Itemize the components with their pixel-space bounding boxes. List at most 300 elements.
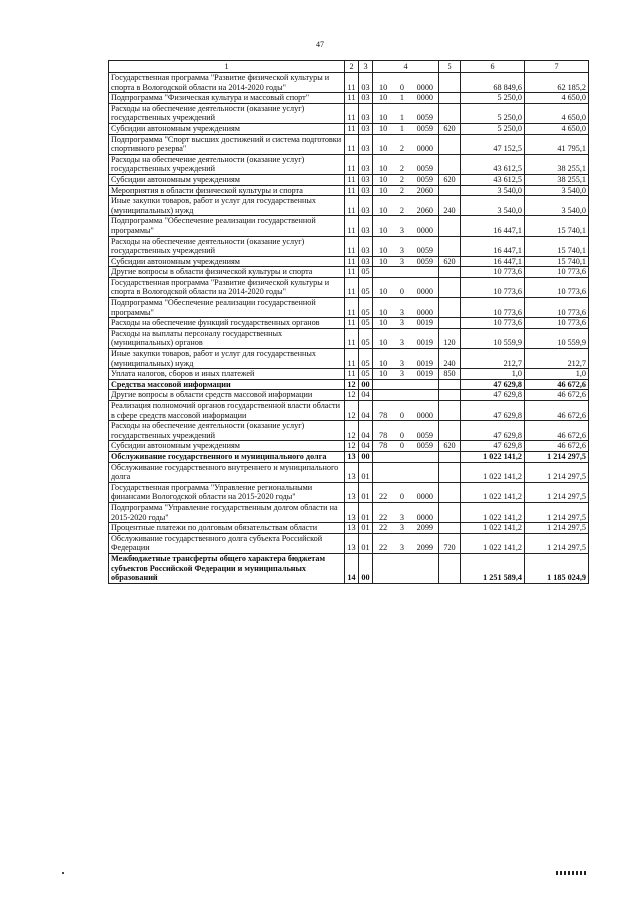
table-row (109, 349, 589, 369)
target-code-direction: 0000 (416, 93, 433, 103)
row-expense-type-cell (439, 298, 461, 318)
target-code-program: 78 (379, 410, 388, 420)
row-expense-type-cell: 240 (439, 196, 461, 216)
row-amount-2016-cell: 10 773,6 (461, 318, 525, 329)
table-row (109, 216, 589, 236)
target-code-subprogram: 3 (399, 543, 404, 553)
target-code (375, 246, 436, 256)
row-amount-2017-cell: 46 672,6 (525, 390, 589, 401)
table-row (109, 462, 589, 482)
target-code-program: 10 (379, 338, 388, 348)
row-subsection-cell: 01 (359, 502, 373, 522)
target-code-direction: 0019 (416, 338, 433, 348)
target-code (375, 441, 436, 451)
row-name-cell: Обслуживание государственного и муниципального долга (109, 451, 345, 462)
row-section-cell: 11 (345, 369, 359, 380)
row-section-cell: 11 (345, 93, 359, 104)
row-amount-2017-cell: 10 773,6 (525, 318, 589, 329)
row-expense-type-cell (439, 103, 461, 123)
table-row (109, 154, 589, 174)
row-expense-type-cell: 720 (439, 533, 461, 553)
row-target-code-cell (373, 553, 439, 583)
row-target-code-cell (373, 533, 439, 553)
row-amount-2017-cell: 1 214 297,5 (525, 533, 589, 553)
target-code (375, 175, 436, 185)
row-expense-type-cell: 240 (439, 349, 461, 369)
table-row (109, 134, 589, 154)
target-code (375, 308, 436, 318)
row-amount-2016-cell: 16 447,1 (461, 216, 525, 236)
target-code-subprogram: 1 (399, 113, 404, 123)
target-code-subprogram: 3 (399, 523, 404, 533)
target-code (375, 124, 436, 134)
row-amount-2017-cell: 46 672,6 (525, 421, 589, 441)
row-name-cell: Государственная программа "Развитие физической культуры и спорта в Вологодской области на 2014-2020 годы" (109, 277, 345, 297)
row-amount-2016-cell: 47 629,8 (461, 441, 525, 452)
row-target-code-cell (373, 369, 439, 380)
table-row (109, 451, 589, 462)
row-name-cell: Расходы на обеспечение деятельности (оказание услуг) государственных учреждений (109, 421, 345, 441)
target-code-program: 10 (379, 358, 388, 368)
target-code-program: 22 (379, 543, 388, 553)
row-amount-2016-cell: 1,0 (461, 369, 525, 380)
row-amount-2017-cell: 4 650,0 (525, 123, 589, 134)
target-code (375, 492, 436, 502)
row-amount-2017-cell: 3 540,0 (525, 196, 589, 216)
row-expense-type-cell (439, 523, 461, 534)
row-subsection-cell: 05 (359, 267, 373, 278)
row-amount-2017-cell: 1,0 (525, 369, 589, 380)
target-code-subprogram: 1 (399, 123, 404, 133)
row-amount-2017-cell: 41 795,1 (525, 134, 589, 154)
row-target-code-cell (373, 277, 439, 297)
row-subsection-cell: 05 (359, 298, 373, 318)
table-row (109, 318, 589, 329)
row-name-cell: Субсидии автономным учреждениям (109, 123, 345, 134)
target-code-subprogram: 3 (399, 369, 404, 379)
row-expense-type-cell (439, 185, 461, 196)
row-section-cell: 13 (345, 482, 359, 502)
target-code-program: 10 (379, 256, 388, 266)
row-amount-2016-cell: 47 629,8 (461, 401, 525, 421)
row-amount-2016-cell: 43 612,5 (461, 174, 525, 185)
row-expense-type-cell (439, 73, 461, 93)
row-amount-2016-cell: 47 629,8 (461, 390, 525, 401)
target-code (375, 287, 436, 297)
row-subsection-cell: 00 (359, 379, 373, 390)
row-expense-type-cell (439, 390, 461, 401)
target-code-direction: 0000 (416, 410, 433, 420)
target-code-direction: 0000 (416, 307, 433, 317)
target-code (375, 338, 436, 348)
row-section-cell: 11 (345, 298, 359, 318)
row-subsection-cell: 01 (359, 482, 373, 502)
budget-table (108, 60, 589, 584)
row-subsection-cell: 03 (359, 185, 373, 196)
row-subsection-cell: 03 (359, 256, 373, 267)
table-row (109, 553, 589, 583)
row-amount-2017-cell: 1 214 297,5 (525, 523, 589, 534)
table-row (109, 267, 589, 278)
row-section-cell: 12 (345, 441, 359, 452)
row-amount-2017-cell: 46 672,6 (525, 401, 589, 421)
target-code (375, 359, 436, 369)
row-amount-2016-cell: 3 540,0 (461, 196, 525, 216)
row-name-cell: Расходы на обеспечение функций государственных органов (109, 318, 345, 329)
row-target-code-cell (373, 523, 439, 534)
row-amount-2016-cell: 68 849,6 (461, 73, 525, 93)
row-amount-2017-cell: 3 540,0 (525, 185, 589, 196)
target-code-direction: 0059 (416, 246, 433, 256)
row-section-cell: 12 (345, 379, 359, 390)
row-target-code-cell (373, 328, 439, 348)
scan-barcode-mark (556, 871, 586, 875)
row-section-cell: 11 (345, 174, 359, 185)
target-code-direction: 0059 (416, 174, 433, 184)
target-code-subprogram: 0 (399, 430, 404, 440)
row-amount-2016-cell: 1 022 141,2 (461, 533, 525, 553)
row-target-code-cell (373, 93, 439, 104)
row-amount-2017-cell: 4 650,0 (525, 103, 589, 123)
target-code (375, 164, 436, 174)
target-code-program: 10 (379, 82, 388, 92)
row-amount-2016-cell: 47 629,8 (461, 379, 525, 390)
row-amount-2017-cell: 1 214 297,5 (525, 462, 589, 482)
row-section-cell: 13 (345, 523, 359, 534)
target-code (375, 543, 436, 553)
row-amount-2017-cell: 15 740,1 (525, 256, 589, 267)
target-code-subprogram: 0 (399, 82, 404, 92)
row-target-code-cell (373, 451, 439, 462)
row-subsection-cell: 05 (359, 318, 373, 329)
row-expense-type-cell (439, 462, 461, 482)
row-subsection-cell: 03 (359, 134, 373, 154)
row-amount-2016-cell: 1 022 141,2 (461, 482, 525, 502)
target-code-direction: 0019 (416, 369, 433, 379)
row-name-cell: Субсидии автономным учреждениям (109, 441, 345, 452)
row-amount-2017-cell: 15 740,1 (525, 216, 589, 236)
target-code-direction: 0059 (416, 430, 433, 440)
row-name-cell: Расходы на выплаты персоналу государственных (муниципальных) органов (109, 328, 345, 348)
row-target-code-cell (373, 421, 439, 441)
target-code-program: 10 (379, 113, 388, 123)
row-amount-2017-cell: 10 773,6 (525, 267, 589, 278)
target-code-program: 10 (379, 93, 388, 103)
row-subsection-cell: 03 (359, 123, 373, 134)
target-code-program: 10 (379, 246, 388, 256)
target-code-subprogram: 3 (399, 256, 404, 266)
table-row (109, 401, 589, 421)
row-target-code-cell (373, 401, 439, 421)
target-code-subprogram: 2 (399, 174, 404, 184)
row-section-cell: 11 (345, 73, 359, 93)
row-amount-2017-cell: 10 773,6 (525, 277, 589, 297)
row-target-code-cell (373, 462, 439, 482)
row-expense-type-cell (439, 482, 461, 502)
row-target-code-cell (373, 185, 439, 196)
target-code-program: 10 (379, 318, 388, 328)
row-amount-2016-cell: 10 773,6 (461, 298, 525, 318)
target-code (375, 113, 436, 123)
target-code-program: 10 (379, 185, 388, 195)
target-code-program: 10 (379, 307, 388, 317)
row-amount-2017-cell: 10 773,6 (525, 298, 589, 318)
row-expense-type-cell: 620 (439, 256, 461, 267)
row-subsection-cell: 05 (359, 369, 373, 380)
table-row (109, 421, 589, 441)
row-subsection-cell: 03 (359, 93, 373, 104)
row-target-code-cell (373, 502, 439, 522)
row-target-code-cell (373, 379, 439, 390)
target-code-subprogram: 2 (399, 164, 404, 174)
row-name-cell: Другие вопросы в области физической культуры и спорта (109, 267, 345, 278)
row-target-code-cell (373, 349, 439, 369)
row-amount-2017-cell: 1 185 024,9 (525, 553, 589, 583)
target-code-direction: 2060 (416, 185, 433, 195)
row-amount-2016-cell: 1 022 141,2 (461, 502, 525, 522)
row-subsection-cell: 05 (359, 277, 373, 297)
row-name-cell: Расходы на обеспечение деятельности (оказание услуг) государственных учреждений (109, 154, 345, 174)
target-code-subprogram: 1 (399, 93, 404, 103)
row-expense-type-cell (439, 236, 461, 256)
row-amount-2016-cell: 10 773,6 (461, 277, 525, 297)
row-subsection-cell: 01 (359, 523, 373, 534)
row-target-code-cell (373, 236, 439, 256)
row-section-cell: 11 (345, 134, 359, 154)
row-subsection-cell: 03 (359, 174, 373, 185)
row-amount-2016-cell: 47 152,5 (461, 134, 525, 154)
target-code (375, 431, 436, 441)
row-expense-type-cell (439, 421, 461, 441)
row-amount-2017-cell: 38 255,1 (525, 174, 589, 185)
row-subsection-cell: 01 (359, 462, 373, 482)
row-target-code-cell (373, 482, 439, 502)
table-row (109, 533, 589, 553)
target-code (375, 93, 436, 103)
row-section-cell: 11 (345, 154, 359, 174)
row-section-cell: 11 (345, 123, 359, 134)
target-code (375, 83, 436, 93)
target-code-direction: 0000 (416, 144, 433, 154)
row-subsection-cell: 03 (359, 154, 373, 174)
target-code-program: 10 (379, 144, 388, 154)
row-expense-type-cell (439, 502, 461, 522)
row-name-cell: Государственная программа "Развитие физической культуры и спорта в Вологодской области на 2014-2020 годы" (109, 73, 345, 93)
row-section-cell: 12 (345, 390, 359, 401)
target-code-program: 10 (379, 205, 388, 215)
table-row (109, 502, 589, 522)
table-row (109, 482, 589, 502)
row-subsection-cell: 04 (359, 390, 373, 401)
row-amount-2017-cell: 1 214 297,5 (525, 482, 589, 502)
row-amount-2017-cell: 10 559,9 (525, 328, 589, 348)
row-amount-2016-cell: 10 773,6 (461, 267, 525, 278)
table-row (109, 441, 589, 452)
target-code-subprogram: 3 (399, 225, 404, 235)
row-subsection-cell: 03 (359, 236, 373, 256)
row-section-cell: 11 (345, 236, 359, 256)
row-name-cell: Обслуживание государственного внутреннего и муниципального долга (109, 462, 345, 482)
row-name-cell: Иные закупки товаров, работ и услуг для государственных (муниципальных) нужд (109, 196, 345, 216)
target-code (375, 226, 436, 236)
target-code-direction: 2060 (416, 205, 433, 215)
row-section-cell: 11 (345, 318, 359, 329)
row-subsection-cell: 04 (359, 441, 373, 452)
target-code-direction: 0059 (416, 123, 433, 133)
row-amount-2017-cell: 46 672,6 (525, 379, 589, 390)
row-section-cell: 11 (345, 185, 359, 196)
target-code-direction: 0059 (416, 164, 433, 174)
row-amount-2016-cell: 16 447,1 (461, 236, 525, 256)
table-row (109, 379, 589, 390)
row-name-cell: Расходы на обеспечение деятельности (оказание услуг) государственных учреждений (109, 103, 345, 123)
target-code-subprogram: 3 (399, 358, 404, 368)
table-row (109, 236, 589, 256)
row-expense-type-cell (439, 451, 461, 462)
table-row (109, 123, 589, 134)
target-code (375, 144, 436, 154)
target-code-program: 10 (379, 287, 388, 297)
row-subsection-cell: 03 (359, 73, 373, 93)
target-code-program: 10 (379, 225, 388, 235)
row-name-cell: Субсидии автономным учреждениям (109, 174, 345, 185)
row-name-cell: Подпрограмма "Обеспечение реализации государственной программы" (109, 216, 345, 236)
row-target-code-cell (373, 154, 439, 174)
target-code-subprogram: 0 (399, 410, 404, 420)
row-target-code-cell (373, 390, 439, 401)
row-target-code-cell (373, 441, 439, 452)
row-expense-type-cell: 620 (439, 174, 461, 185)
target-code (375, 257, 436, 267)
row-name-cell: Средства массовой информации (109, 379, 345, 390)
row-amount-2016-cell: 47 629,8 (461, 421, 525, 441)
row-amount-2017-cell: 1 214 297,5 (525, 451, 589, 462)
target-code (375, 523, 436, 533)
target-code-program: 22 (379, 512, 388, 522)
table-row (109, 298, 589, 318)
row-name-cell: Реализация полномочий органов государственной власти области в сфере средств массовой информации (109, 401, 345, 421)
header-col-2: 2 (345, 61, 359, 73)
row-amount-2016-cell: 5 250,0 (461, 123, 525, 134)
row-name-cell: Подпрограмма "Управление государственным долгом области на 2015-2020 годы" (109, 502, 345, 522)
row-target-code-cell (373, 174, 439, 185)
target-code-program: 78 (379, 441, 388, 451)
table-row (109, 277, 589, 297)
row-name-cell: Субсидии автономным учреждениям (109, 256, 345, 267)
row-section-cell: 13 (345, 451, 359, 462)
target-code (375, 513, 436, 523)
table-header-row (109, 61, 589, 73)
row-name-cell: Подпрограмма "Спорт высших достижений и система подготовки спортивного резерва" (109, 134, 345, 154)
target-code-direction: 0059 (416, 441, 433, 451)
row-amount-2016-cell: 3 540,0 (461, 185, 525, 196)
row-expense-type-cell (439, 553, 461, 583)
target-code-subprogram: 2 (399, 144, 404, 154)
target-code (375, 369, 436, 379)
table-row (109, 523, 589, 534)
row-section-cell: 13 (345, 462, 359, 482)
table-row (109, 256, 589, 267)
row-expense-type-cell (439, 154, 461, 174)
row-target-code-cell (373, 216, 439, 236)
target-code-direction: 0000 (416, 82, 433, 92)
row-subsection-cell: 00 (359, 553, 373, 583)
target-code-subprogram: 3 (399, 338, 404, 348)
row-target-code-cell (373, 123, 439, 134)
header-col-5: 5 (439, 61, 461, 73)
target-code-subprogram: 0 (399, 441, 404, 451)
row-section-cell: 13 (345, 502, 359, 522)
row-amount-2017-cell: 62 185,2 (525, 73, 589, 93)
row-amount-2017-cell: 38 255,1 (525, 154, 589, 174)
target-code-program: 22 (379, 523, 388, 533)
table-row (109, 185, 589, 196)
row-name-cell: Мероприятия в области физической культуры и спорта (109, 185, 345, 196)
row-expense-type-cell: 620 (439, 441, 461, 452)
table-row (109, 174, 589, 185)
row-expense-type-cell (439, 401, 461, 421)
target-code-subprogram: 0 (399, 287, 404, 297)
header-col-6: 6 (461, 61, 525, 73)
row-section-cell: 11 (345, 328, 359, 348)
row-section-cell: 11 (345, 277, 359, 297)
target-code-direction: 0000 (416, 492, 433, 502)
target-code (375, 318, 436, 328)
row-subsection-cell: 05 (359, 328, 373, 348)
table-row (109, 196, 589, 216)
page-number: 47 (316, 40, 324, 49)
row-target-code-cell (373, 103, 439, 123)
scan-artifact-dot (62, 872, 64, 874)
row-amount-2016-cell: 16 447,1 (461, 256, 525, 267)
row-amount-2016-cell: 10 559,9 (461, 328, 525, 348)
target-code-direction: 0000 (416, 287, 433, 297)
target-code-direction: 2099 (416, 523, 433, 533)
row-section-cell: 12 (345, 421, 359, 441)
row-section-cell: 11 (345, 256, 359, 267)
row-target-code-cell (373, 196, 439, 216)
row-expense-type-cell (439, 379, 461, 390)
row-expense-type-cell (439, 267, 461, 278)
target-code-program: 78 (379, 430, 388, 440)
row-amount-2016-cell: 5 250,0 (461, 103, 525, 123)
row-section-cell: 11 (345, 267, 359, 278)
row-amount-2017-cell: 1 214 297,5 (525, 502, 589, 522)
row-name-cell: Межбюджетные трансферты общего характера бюджетам субъектов Российской Федерации и муниципальных образований (109, 553, 345, 583)
row-target-code-cell (373, 73, 439, 93)
row-expense-type-cell: 120 (439, 328, 461, 348)
row-amount-2016-cell: 1 022 141,2 (461, 523, 525, 534)
target-code-program: 10 (379, 123, 388, 133)
header-col-7: 7 (525, 61, 589, 73)
row-amount-2016-cell: 5 250,0 (461, 93, 525, 104)
row-expense-type-cell: 850 (439, 369, 461, 380)
target-code-program: 10 (379, 174, 388, 184)
row-subsection-cell: 04 (359, 421, 373, 441)
row-expense-type-cell (439, 277, 461, 297)
target-code (375, 186, 436, 196)
target-code (375, 206, 436, 216)
row-target-code-cell (373, 298, 439, 318)
target-code-subprogram: 3 (399, 307, 404, 317)
row-amount-2017-cell: 15 740,1 (525, 236, 589, 256)
row-amount-2016-cell: 1 022 141,2 (461, 451, 525, 462)
row-expense-type-cell (439, 93, 461, 104)
row-section-cell: 12 (345, 401, 359, 421)
row-expense-type-cell: 620 (439, 123, 461, 134)
target-code-subprogram: 3 (399, 512, 404, 522)
row-name-cell: Государственная программа "Управление региональными финансами Вологодской области на 2015-2020 годы" (109, 482, 345, 502)
